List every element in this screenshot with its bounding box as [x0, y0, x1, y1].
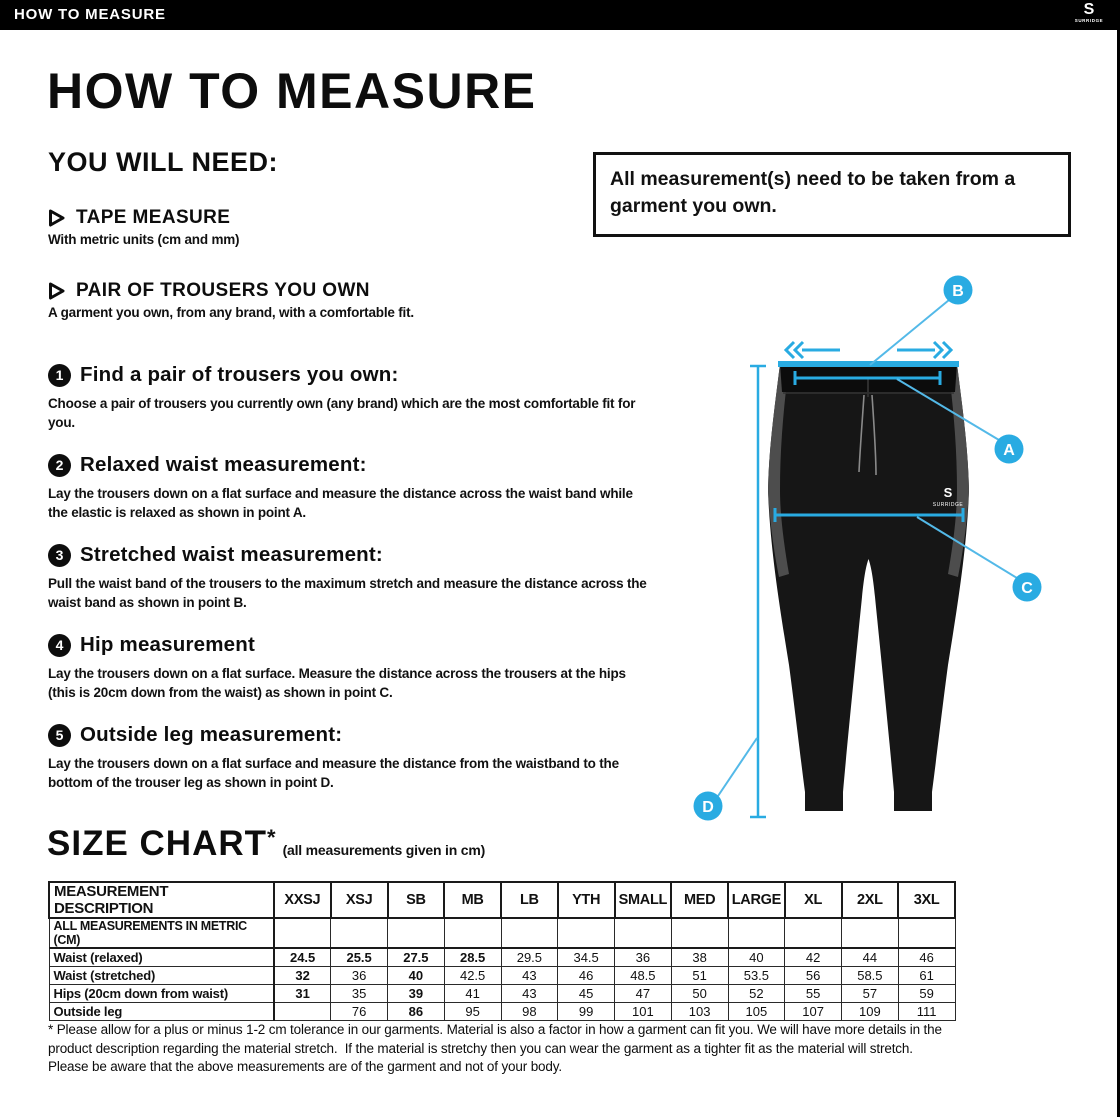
- metric-empty-cell: [615, 918, 672, 948]
- metric-empty-cell: [388, 918, 445, 948]
- metric-empty-cell: [842, 918, 899, 948]
- measurement-value: 47: [615, 984, 672, 1002]
- size-chart-asterisk: *: [267, 825, 276, 850]
- size-chart-column-header: YTH: [558, 882, 615, 918]
- step-number-badge: 1: [48, 364, 71, 387]
- step-item: [48, 543, 648, 612]
- triangle-bullet-icon: [48, 281, 66, 301]
- size-chart-column-header: MED: [671, 882, 728, 918]
- surridge-logo-text: SURRIDGE: [1074, 18, 1104, 23]
- measurement-value: 32: [274, 966, 331, 984]
- tool-item-head: [48, 207, 648, 229]
- measurement-value: 36: [615, 948, 672, 966]
- step-description: Lay the trousers down on a flat surface. Measure the distance across the trousers at the hips (this is 20cm down from the waist) as shown in point C.: [48, 666, 626, 700]
- step-description: Choose a pair of trousers you currently own (any brand) which are the most comfortable fit for you.: [48, 396, 636, 430]
- size-chart-column-header: LARGE: [728, 882, 785, 918]
- step-description: Pull the waist band of the trousers to the maximum stretch and measure the distance across the waist band as shown in point B.: [48, 576, 647, 610]
- metric-empty-cell: [898, 918, 955, 948]
- step-item-head: [48, 723, 648, 747]
- step-title: Relaxed waist measurement:: [80, 453, 367, 476]
- size-chart-column-header: MEASUREMENT DESCRIPTION: [49, 882, 274, 918]
- triangle-bullet-icon: [48, 208, 66, 228]
- metric-empty-cell: [558, 918, 615, 948]
- measurement-value: 43: [501, 984, 558, 1002]
- measurement-value: 76: [331, 1002, 388, 1020]
- top-bar-title: HOW TO MEASURE: [14, 6, 166, 23]
- step-title: Stretched waist measurement:: [80, 543, 383, 566]
- point-c-label: C: [1021, 580, 1033, 597]
- step-title: Find a pair of trousers you own:: [80, 363, 399, 386]
- measurement-value: 43: [501, 966, 558, 984]
- measurement-value: 101: [615, 1002, 672, 1020]
- measurement-label: Outside leg: [49, 1002, 274, 1020]
- tool-item-head: [48, 280, 648, 302]
- measurement-value: 24.5: [274, 948, 331, 966]
- metric-empty-cell: [501, 918, 558, 948]
- outside-leg-line: [750, 366, 766, 817]
- metric-empty-cell: [671, 918, 728, 948]
- size-chart-column-header: SMALL: [615, 882, 672, 918]
- surridge-logo-mark: S: [1083, 1, 1095, 18]
- measurement-value: 99: [558, 1002, 615, 1020]
- measurement-value: 50: [671, 984, 728, 1002]
- measurement-value: 41: [444, 984, 501, 1002]
- step-number-badge: 5: [48, 724, 71, 747]
- measurement-value: 57: [842, 984, 899, 1002]
- size-chart-column-header: 3XL: [898, 882, 955, 918]
- step-item: [48, 723, 648, 792]
- step-title: Outside leg measurement:: [80, 723, 343, 746]
- note-box: [593, 152, 1071, 237]
- measurement-value: 59: [898, 984, 955, 1002]
- step-number-badge: 3: [48, 544, 71, 567]
- size-chart-subtitle: (all measurements given in cm): [282, 842, 486, 858]
- size-chart-column-header: 2XL: [842, 882, 899, 918]
- measurement-value: 48.5: [615, 966, 672, 984]
- tool-item-label: TAPE MEASURE: [76, 207, 231, 228]
- measurement-value: 31: [274, 984, 331, 1002]
- size-chart-column-header: MB: [444, 882, 501, 918]
- measurement-value: 109: [842, 1002, 899, 1020]
- measurement-value: 61: [898, 966, 955, 984]
- note-box-text: All measurement(s) need to be taken from a garment you own.: [610, 168, 1016, 217]
- stretch-arrow-left: [786, 342, 840, 358]
- measurement-value: 27.5: [388, 948, 445, 966]
- measurement-value: 56: [785, 966, 842, 984]
- measurement-value: 40: [388, 966, 445, 984]
- trousers-measurement-diagram: [690, 265, 1110, 840]
- metric-empty-cell: [331, 918, 388, 948]
- step-item-head: [48, 363, 648, 387]
- pointer-d: [718, 738, 757, 796]
- measurement-value: 103: [671, 1002, 728, 1020]
- step-item-head: [48, 453, 648, 477]
- measurement-label: Waist (stretched): [49, 966, 274, 984]
- measurement-value: 44: [842, 948, 899, 966]
- measurement-value: 53.5: [728, 966, 785, 984]
- measurement-value: 34.5: [558, 948, 615, 966]
- measurement-value: 46: [898, 948, 955, 966]
- step-item: [48, 363, 648, 432]
- size-chart-column-header: XL: [785, 882, 842, 918]
- size-chart-title: SIZE CHART: [47, 824, 267, 863]
- metric-empty-cell: [785, 918, 842, 948]
- measurement-label: Hips (20cm down from waist): [49, 984, 274, 1002]
- you-will-need-heading: YOU WILL NEED:: [48, 147, 279, 177]
- step-description: Lay the trousers down on a flat surface and measure the distance from the waistband to the bottom of the trouser leg as shown in point D.: [48, 756, 619, 790]
- point-b-label: B: [952, 283, 964, 300]
- measurement-value: 86: [388, 1002, 445, 1020]
- size-chart-header: [49, 882, 955, 918]
- tool-item-description: A garment you own, from any brand, with a comfortable fit.: [48, 305, 414, 320]
- metric-empty-cell: [728, 918, 785, 948]
- trousers-body: [768, 364, 969, 811]
- point-d-label: D: [702, 799, 714, 816]
- page-title: HOW TO MEASURE: [47, 63, 537, 119]
- garment-logo-text: SURRIDGE: [932, 502, 964, 508]
- top-bar: [0, 0, 1120, 30]
- size-chart-row: [49, 966, 955, 984]
- size-chart-heading: [47, 824, 485, 864]
- stretch-arrow-right: [897, 342, 951, 358]
- measurement-value: 36: [331, 966, 388, 984]
- measurement-label: Waist (relaxed): [49, 948, 274, 966]
- measurement-value: 42: [785, 948, 842, 966]
- measurement-value: 95: [444, 1002, 501, 1020]
- measurement-value: 107: [785, 1002, 842, 1020]
- metric-note-label: ALL MEASUREMENTS IN METRIC (CM): [49, 918, 274, 948]
- measurement-value: 40: [728, 948, 785, 966]
- measurement-value: 55: [785, 984, 842, 1002]
- measurement-value: 29.5: [501, 948, 558, 966]
- measurement-value: 51: [671, 966, 728, 984]
- measurement-value: 42.5: [444, 966, 501, 984]
- tool-item: [48, 207, 648, 247]
- step-description: Lay the trousers down on a flat surface and measure the distance across the waist band while the elastic is relaxed as shown in point A.: [48, 486, 633, 520]
- tool-item-description: With metric units (cm and mm): [48, 232, 240, 247]
- step-item-head: [48, 543, 648, 567]
- step-item-head: [48, 633, 648, 657]
- measurement-value: 25.5: [331, 948, 388, 966]
- metric-empty-cell: [274, 918, 331, 948]
- measurement-value: 46: [558, 966, 615, 984]
- step-number-badge: 2: [48, 454, 71, 477]
- measurement-value: 111: [898, 1002, 955, 1020]
- size-chart-column-header: SB: [388, 882, 445, 918]
- measurement-value: 35: [331, 984, 388, 1002]
- measurement-value: 98: [501, 1002, 558, 1020]
- measurement-value: 39: [388, 984, 445, 1002]
- footnote: * Please allow for a plus or minus 1-2 cm tolerance in our garments. Material is also a factor in how a garment can fit you. We will have more details in the product description regarding the material stretch. If the material is stretchy then you can wear the garment as a tighter fit as the material will stretch. Please be aware that the above measurements are of the garment and not of your body.: [48, 1022, 946, 1074]
- step-item: [48, 633, 648, 702]
- measurement-value: 38: [671, 948, 728, 966]
- metric-empty-cell: [444, 918, 501, 948]
- size-chart-row: [49, 984, 955, 1002]
- step-title: Hip measurement: [80, 633, 256, 656]
- stretched-waist-bar: [778, 361, 959, 367]
- step-item: [48, 453, 648, 522]
- size-chart-table: [48, 881, 956, 1021]
- measurement-value: [274, 1002, 331, 1020]
- garment-logo-mark: S: [943, 485, 953, 500]
- size-chart-row: [49, 1002, 955, 1020]
- step-number-badge: 4: [48, 634, 71, 657]
- measurement-value: 52: [728, 984, 785, 1002]
- tool-item: [48, 280, 648, 320]
- size-chart-row: [49, 948, 955, 966]
- measurement-value: 28.5: [444, 948, 501, 966]
- point-a-label: A: [1003, 442, 1015, 459]
- size-chart-column-header: XSJ: [331, 882, 388, 918]
- size-chart-column-header: XXSJ: [274, 882, 331, 918]
- metric-note-row: [49, 918, 955, 948]
- measurement-value: 58.5: [842, 966, 899, 984]
- tool-item-label: PAIR OF TROUSERS YOU OWN: [76, 280, 370, 301]
- surridge-logo-icon: [1072, 1, 1106, 29]
- size-chart-column-header: LB: [501, 882, 558, 918]
- measurement-value: 105: [728, 1002, 785, 1020]
- measurement-value: 45: [558, 984, 615, 1002]
- trousers-image: [690, 265, 1110, 840]
